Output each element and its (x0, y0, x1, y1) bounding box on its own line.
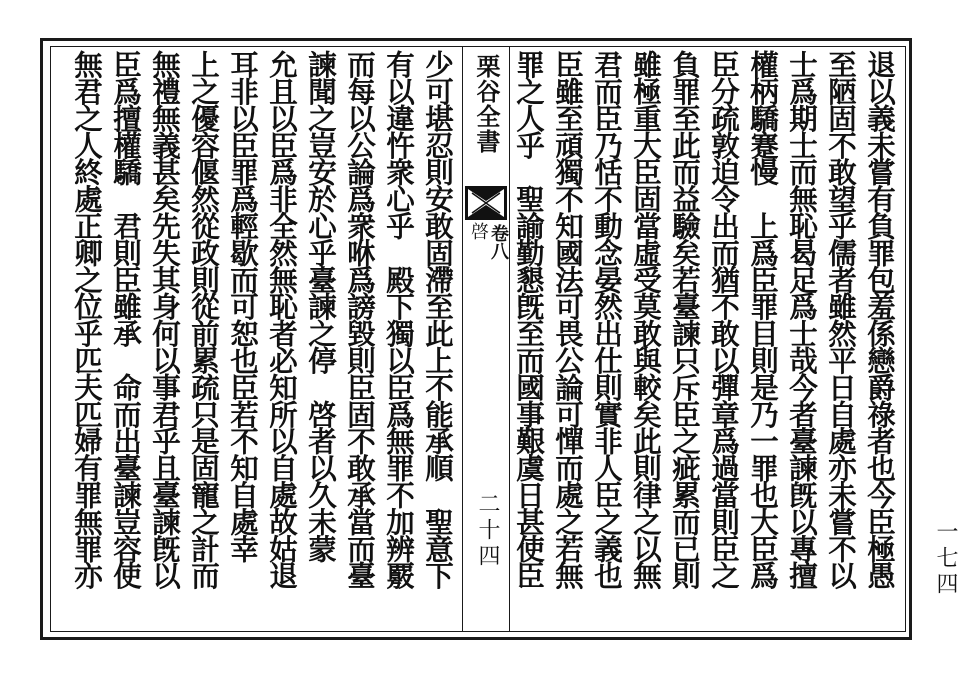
text-column: 權柄驕蹇慢 上爲臣罪目則是乃一罪也大臣爲 (746, 50, 780, 589)
text-column: 有以違忤衆心乎 殿下獨以臣爲無罪不加辨覈 (382, 50, 416, 589)
text-column: 負罪至此而益驗矣若臺諫只斥臣之疵累而已則 (668, 50, 702, 589)
text-column: 而每以公論爲衆咻爲謗毀則臣固不敢承當而臺 (343, 50, 377, 589)
book-title: 栗谷全書 (472, 54, 501, 154)
text-column: 罪之人乎 聖諭勤懇旣至而國事艱虞日甚使臣 (512, 50, 546, 589)
text-column: 上之優容偃然從政則從前累疏只是固寵之計而 (187, 50, 221, 589)
text-column: 無禮無義甚矣先失其身何以事君乎且臺諫旣以 (148, 50, 182, 589)
text-column: 少可堪忍則安敢固滯至此上不能承順 聖意下 (421, 50, 455, 589)
volume-sub-label: 啓 (468, 222, 489, 240)
text-column: 耳非以臣罪爲輕歇而可恕也臣若不知自處幸 (226, 50, 260, 562)
volume-label: 卷八 (488, 224, 509, 260)
folio-number: 二十四 (475, 492, 500, 570)
text-column: 允且以臣爲非全然無恥者必知所以自處故姑退 (265, 50, 299, 589)
text-column: 退以義未嘗有負罪包羞係戀爵祿者也今臣極愚 (863, 50, 897, 589)
fish-tail-ornament-icon (464, 185, 508, 221)
text-column: 至陋固不敢望乎儒者雖然平日自處亦未嘗不以 (824, 50, 858, 589)
text-column: 君而臣乃恬不動念晏然出仕則實非人臣之義也 (590, 50, 624, 589)
text-column: 臣雖至頑獨不知國法可畏公論可憚而處之若無 (551, 50, 585, 589)
text-column: 士爲期士而無恥曷足爲士哉今者臺諫旣以專擅 (785, 50, 819, 589)
text-column: 無君之人終處正卿之位乎匹夫匹婦有罪無罪亦 (70, 50, 104, 589)
page-number: 一七四 (933, 520, 958, 598)
text-column: 雖極重大臣固當虛受莫敢與較矣此則律之以無 (629, 50, 663, 589)
text-column: 臣分疏敦迫令出而猶不敢以彈章爲過當則臣之 (707, 50, 741, 589)
text-column: 諫聞之豈安於心乎臺諫之停 啓者以久未蒙 (304, 50, 338, 562)
text-column: 臣爲擅權驕 君則臣雖承 命而出臺諫豈容使 (109, 50, 143, 589)
